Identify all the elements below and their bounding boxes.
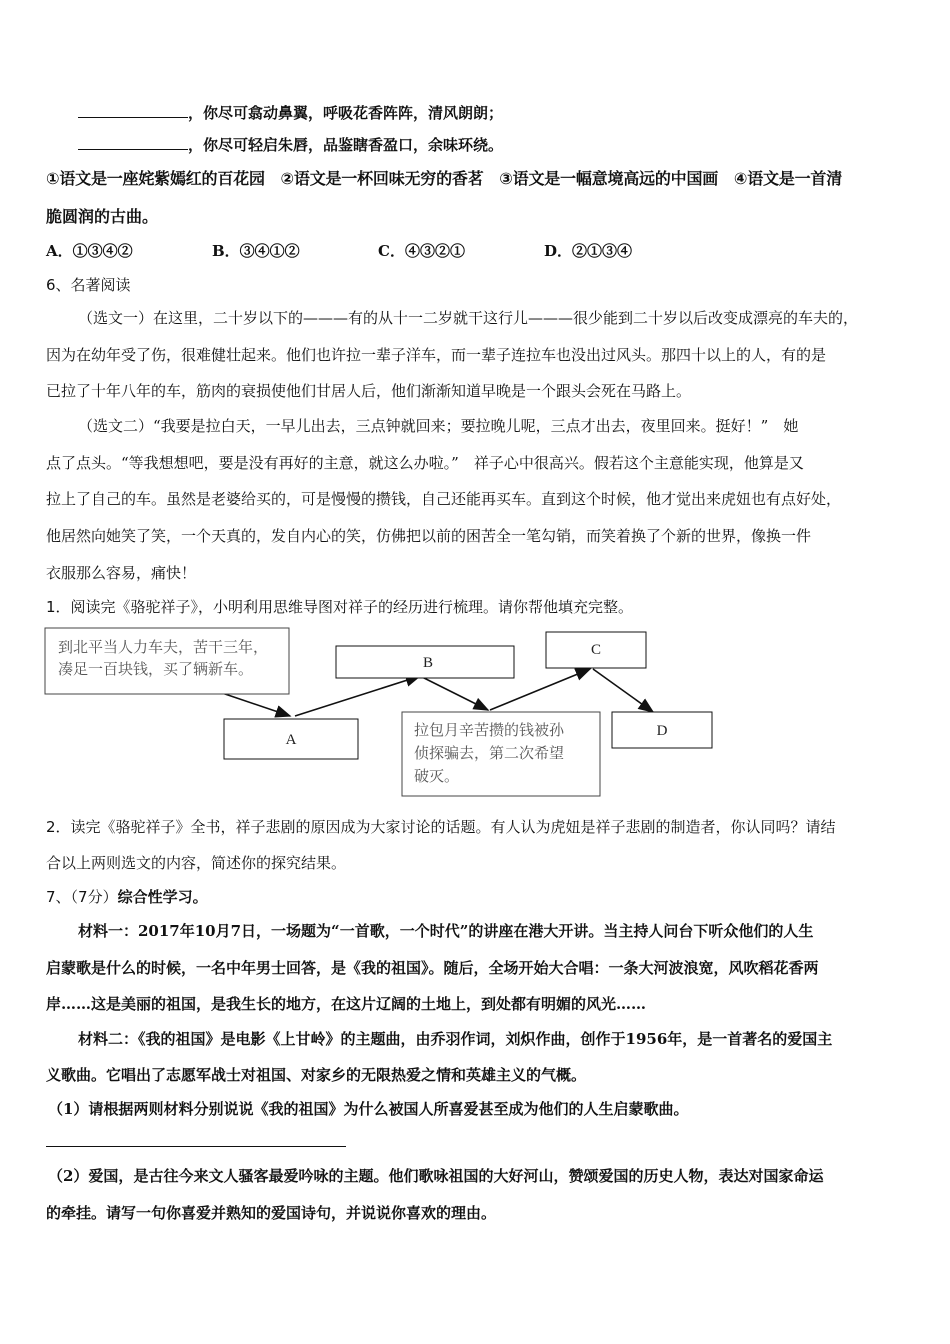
- box-start-line: 凑足一百块钱，买了辆新车。: [58, 660, 254, 678]
- q7-sub2-line: 的牵挂。请写一句你喜爱并熟知的爱国诗句，并说说你喜欢的理由。: [46, 1204, 497, 1222]
- q5-line1: [78, 103, 503, 123]
- q6-sub2-line: 2．读完《骆驼祥子》全书，祥子悲剧的原因成为大家讨论的话题。有人认为虎妞是祥子悲剧的制造者，你认同吗？请结: [46, 818, 836, 836]
- label-b: B: [422, 655, 434, 671]
- q6-passage1-line: 因为在幼年受了伤，很难健壮起来。他们也许拉一辈子洋车，而一辈子连拉车也没出过风头。那四十以上的人，有的是: [46, 346, 827, 364]
- option-d[interactable]: D．②①③④: [544, 242, 633, 260]
- option-a[interactable]: A．①③④②: [46, 242, 133, 260]
- q7-sub2-line: （2）爱国，是古往今来文人骚客最爱吟咏的主题。他们歌咏祖国的大好河山，赞颂爱国的历史人物，表达对国家命运: [48, 1167, 824, 1185]
- q7-material1-line: 岸……这是美丽的祖国，是我生长的地方，在这片辽阔的土地上，到处都有明媚的风光……: [46, 995, 647, 1013]
- box-d[interactable]: [612, 712, 712, 748]
- arrow-b-to-mid: [420, 676, 488, 710]
- q7-title: 综合性学习。: [117, 888, 208, 906]
- box-start-line: 到北平当人力车夫，苦干三年，: [58, 638, 269, 656]
- q6-heading: 6、名著阅读: [46, 276, 131, 294]
- q7-sub1: （1）请根据两则材料分别说说《我的祖国》为什么被国人所喜爱甚至成为他们的人生启蒙歌曲。: [48, 1100, 689, 1118]
- q6-passage1-line: 已拉了十年八年的车，筋肉的衰损使他们甘居人后，他们渐渐知道早晚是一个跟头会死在马路上。: [46, 382, 692, 400]
- q7-material2-line: 义歌曲。它唱出了志愿军战士对祖国、对家乡的无限热爱之情和英雄主义的气概。: [46, 1066, 587, 1084]
- q5-line2: [78, 135, 503, 155]
- box-start: [45, 628, 289, 694]
- answer-line[interactable]: [46, 1146, 346, 1147]
- label-d: D: [656, 723, 668, 739]
- q6-passage2-line: 点了点头。“等我想想吧，要是没有再好的主意，就这么办啦。” 祥子心中很高兴。假若这个主意能实现，他算是又: [46, 454, 804, 472]
- box-b[interactable]: [336, 646, 514, 678]
- option-c[interactable]: C．④③②①: [378, 242, 465, 260]
- box-mid-line: 破灭。: [414, 767, 460, 785]
- q6-passage2-line: （选文二）“我要是拉白天，一早儿出去，三点钟就回来；要拉晚儿呢，三点才出去，夜里回来。挺好！” 她: [78, 417, 799, 435]
- option-b[interactable]: B．③④①②: [212, 242, 300, 260]
- label-a: A: [285, 732, 297, 748]
- q6-sub1: 1．阅读完《骆驼祥子》，小明利用思维导图对祥子的经历进行梳理。请你帮他填充完整。: [46, 598, 634, 616]
- q7-material1-line: 启蒙歌是什么的时候，一名中年男士回答，是《我的祖国》。随后，全场开始大合唱：一条大河波浪宽，风吹稻花香两: [46, 959, 819, 977]
- mind-map-diagram: [0, 620, 950, 810]
- q7-heading: [46, 887, 208, 907]
- q7-score: 7、（7分）: [46, 888, 118, 906]
- box-mid-line: 拉包月辛苦攒的钱被孙: [414, 721, 565, 739]
- q6-passage2-line: 衣服那么容易，痛快！: [46, 564, 197, 582]
- q7-material1-line: 材料一：2017年10月7日，一场题为“一首歌，一个时代”的讲座在港大开讲。当主持人问台下听众他们的人生: [78, 922, 814, 940]
- arrow-c-to-d: [593, 669, 653, 712]
- q5-line1-text: ，你尽可翕动鼻翼，呼吸花香阵阵，清风朗朗；: [188, 104, 504, 122]
- answer-blank[interactable]: [78, 103, 188, 118]
- box-mid: [402, 712, 600, 796]
- arrow-start-to-a: [222, 693, 290, 716]
- q6-sub2-line: 合以上两则选文的内容，简述你的探究结果。: [46, 854, 347, 872]
- box-mid-line: 侦探骗去，第二次希望: [414, 744, 565, 762]
- arrow-a-to-b: [295, 676, 420, 716]
- q6-passage2-line: 拉上了自己的车。虽然是老婆给买的，可是慢慢的攒钱，自己还能再买车。直到这个时候，他才觉出来虎妞也有点好处，: [46, 490, 842, 508]
- q6-passage2-line: 他居然向她笑了笑，一个天真的，发自内心的笑，仿佛把以前的困苦全一笔勾销，而笑着换了个新的世界，像换一件: [46, 527, 812, 545]
- q5-items-line1: ①语文是一座姹紫嫣红的百花园 ②语文是一杯回味无穷的香茗 ③语文是一幅意境高远的中国画 ④语文是一首清: [46, 169, 842, 188]
- q6-passage1-line: （选文一）在这里，二十岁以下的———有的从十一二岁就干这行儿———很少能到二十岁以后改变成漂亮的车夫的，: [78, 309, 859, 327]
- box-a[interactable]: [224, 719, 358, 759]
- answer-blank[interactable]: [78, 135, 188, 150]
- label-c: C: [590, 642, 602, 658]
- q5-line2-text: ，你尽可轻启朱唇，品鉴瞎香盈口，余味环绕。: [188, 136, 504, 154]
- box-c[interactable]: [546, 632, 646, 668]
- q7-material2-line: 材料二：《我的祖国》是电影《上甘岭》的主题曲，由乔羽作词，刘炽作曲，创作于1956年，是一首著名的爱国主: [78, 1030, 833, 1048]
- q5-items-line2: 脆圆润的古曲。: [46, 207, 159, 226]
